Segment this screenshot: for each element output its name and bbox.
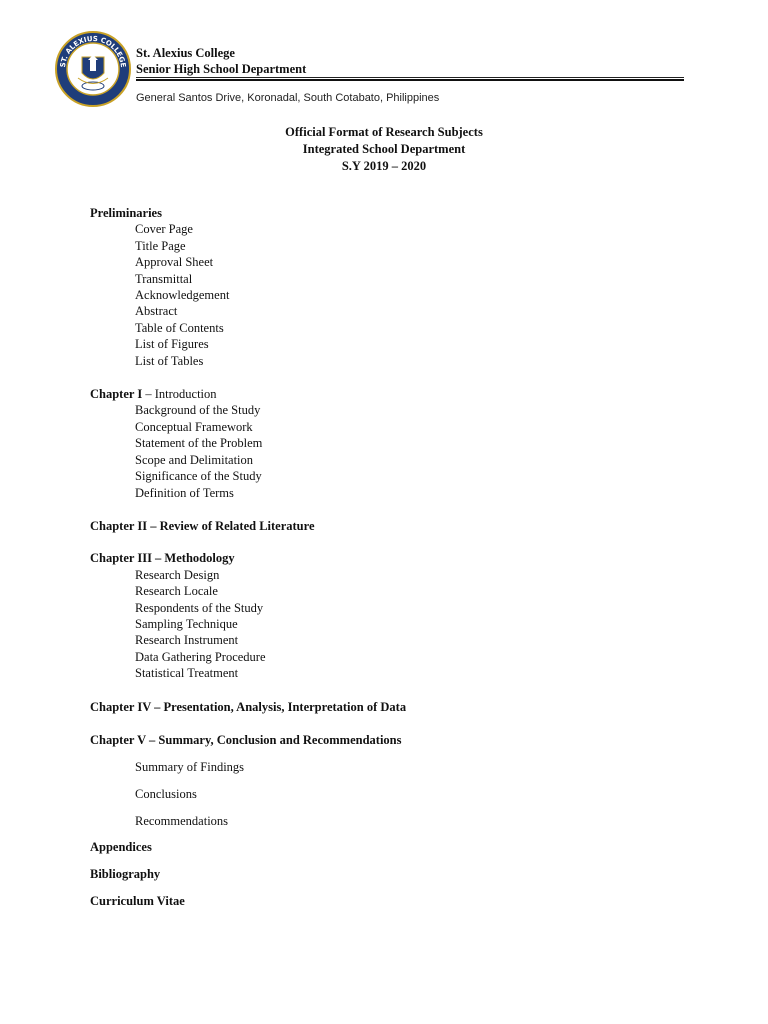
section-appendices — [90, 839, 406, 855]
section-preliminaries — [90, 205, 406, 369]
seal-text: ST. ALEXIUS COLLEGE — [58, 34, 128, 68]
list-item: Acknowledgement — [135, 288, 230, 303]
list-item: Transmittal — [135, 271, 193, 286]
chapter-subtitle: – Introduction — [142, 387, 217, 402]
chapter-label: Chapter I — [90, 387, 143, 402]
section-title: Bibliography — [90, 867, 161, 881]
list-item: Sampling Technique — [135, 616, 238, 631]
list-item: Abstract — [135, 304, 178, 319]
list-item: Approval Sheet — [135, 255, 214, 270]
section-chapter-2 — [90, 518, 406, 534]
list-item: Respondents of the Study — [135, 600, 264, 615]
list-item: Background of the Study — [135, 403, 261, 418]
list-item: List of Figures — [135, 337, 209, 352]
section-title: Appendices — [90, 840, 152, 855]
section-chapter-3 — [90, 550, 406, 681]
list-item: Definition of Terms — [135, 485, 234, 500]
section-title: Preliminaries — [90, 206, 162, 220]
list-item: Research Design — [135, 567, 220, 582]
section-title — [90, 386, 406, 402]
title-line-1: Official Format of Research Subjects — [285, 125, 483, 139]
section-title: Chapter V – Summary, Conclusion and Recommendations — [90, 732, 402, 747]
college-name: St. Alexius College — [136, 46, 235, 60]
college-seal-logo — [55, 31, 131, 107]
list-item: Title Page — [135, 238, 186, 253]
list-item: Summary of Findings — [135, 759, 245, 774]
list-item: Research Locale — [135, 584, 218, 599]
list-item: Table of Contents — [135, 320, 224, 335]
section-chapter-4 — [90, 699, 406, 715]
header-rule-thin — [136, 77, 684, 78]
list-item: List of Tables — [135, 353, 204, 368]
header-rule-thick — [136, 79, 684, 81]
section-title: Chapter IV – Presentation, Analysis, Interpretation of Data — [90, 699, 407, 714]
org-heading — [136, 45, 306, 77]
list-item: Scope and Delimitation — [135, 452, 254, 467]
list-item: Conceptual Framework — [135, 419, 253, 434]
section-title: Chapter III – Methodology — [90, 551, 235, 566]
list-item: Data Gathering Procedure — [135, 649, 266, 664]
list-item: Significance of the Study — [135, 469, 262, 484]
section-bibliography — [90, 866, 406, 882]
research-outline — [90, 205, 406, 909]
document-title-block — [0, 124, 768, 175]
section-title: Chapter II – Review of Related Literature — [90, 518, 315, 533]
list-item: Statistical Treatment — [135, 666, 239, 681]
title-line-3: S.Y 2019 – 2020 — [341, 159, 427, 173]
title-line-2: Integrated School Department — [302, 142, 466, 156]
section-title: Curriculum Vitae — [90, 893, 185, 908]
college-address: General Santos Drive, Koronadal, South Cotabato, Philippines — [136, 92, 440, 104]
section-chapter-1 — [90, 386, 406, 501]
list-item: Cover Page — [135, 222, 193, 237]
list-item: Recommendations — [135, 813, 229, 828]
list-item: Research Instrument — [135, 633, 239, 648]
list-item: Statement of the Problem — [135, 436, 263, 451]
list-item: Conclusions — [135, 786, 197, 801]
section-curriculum-vitae — [90, 893, 406, 909]
department-name: Senior High School Department — [136, 62, 307, 76]
section-chapter-5 — [90, 732, 406, 829]
